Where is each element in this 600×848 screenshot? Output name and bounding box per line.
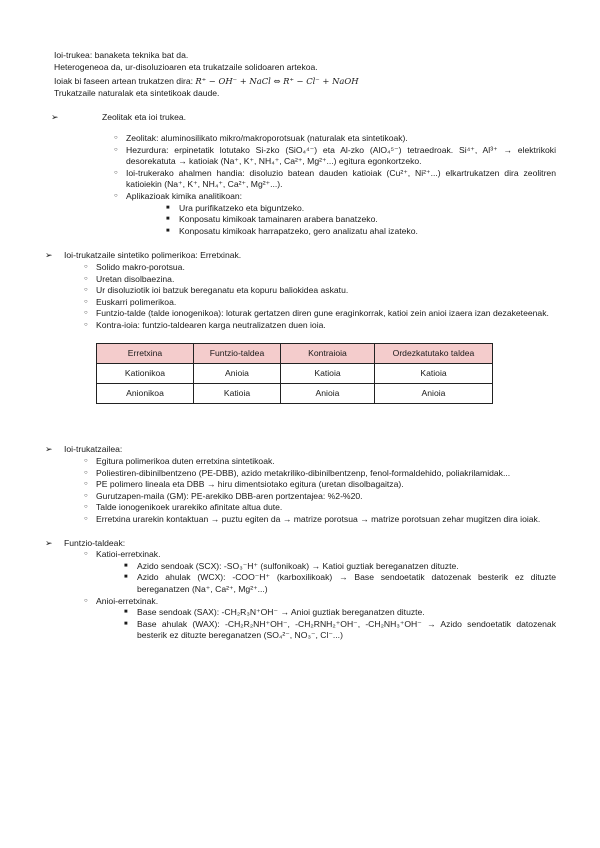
list-item: ○ Solido makro-porotsua. [84, 262, 556, 274]
sub-list-item: ■ Konposatu kimikoak harrapatzeko, gero analizatu ahal izateko. [166, 226, 556, 238]
zeolites-list [114, 133, 556, 237]
list-item: ○ Kontra-ioia: funtzio-taldearen karga neutralizatzen duen ioia. [84, 320, 556, 332]
intro-line-4: Trukatzaile naturalak eta sintetikoak daude. [54, 87, 220, 98]
resin-table [96, 343, 493, 404]
intro-line-3-text: Ioiak bi faseen artean trukatzen dira: [54, 76, 194, 87]
table-header-cell: Erretxina [97, 344, 194, 364]
table-cell: Anioia [194, 364, 281, 384]
table-row [97, 384, 493, 404]
intro-line-2: Heterogeneoa da, ur-disoluzioaren eta trukatzaile solidoaren artekoa. [54, 61, 318, 72]
intro-line-3 [54, 76, 556, 88]
list-item: ○ Talde ionogenikoek urarekiko afinitate altua dute. [84, 502, 556, 514]
applications-label: Aplikazioak kimika analitikoan: [126, 190, 243, 201]
document-page [45, 50, 556, 642]
list-item: ○ Ioi-trukerako ahalmen handia: disoluzio batean dauden katioiak (Cu²⁺, Ni²⁺...) elkartrukatzen dira zeolitren katioiekin (Na⁺, K⁺, NH₄⁺, Ca²⁺, Mg²⁺...). [114, 168, 556, 191]
zeolites-section [51, 112, 556, 237]
zeolites-title: Zeolitak eta ioi trukea. [102, 112, 187, 123]
anion-resins-label: Anioi-erretxinak. [96, 595, 159, 606]
list-item: ○ Poliestiren-dibinilbentzeno (PE-DBB), azido metakriliko-dibinilbentzenp, fenol-formaldehido, poliakrilamidak... [84, 468, 556, 480]
table-cell: Katioia [281, 364, 375, 384]
table-header-cell: Ordezkatutako taldea [375, 344, 493, 364]
cation-resins-list [124, 561, 556, 596]
arrow-bullet-icon: ➢ [45, 537, 53, 548]
functional-title: Funtzio-taldeak: [64, 537, 126, 548]
sub-list-item: ■ Base sendoak (SAX): -CH₂R₃N⁺OH⁻ → Anioi guztiak bereganatzen dituzte. [124, 607, 556, 619]
polymer-list [84, 262, 556, 332]
cation-resins-label: Katioi-erretxinak. [96, 549, 161, 560]
list-item: ○ Zeolitak: aluminosilikato mikro/makroporotsuak (naturalak eta sintetikoak). [114, 133, 556, 145]
table-row [97, 364, 493, 384]
table-header-row [97, 344, 493, 364]
table-cell: Anioia [281, 384, 375, 404]
exchanger-list [84, 456, 556, 526]
applications-list [166, 203, 556, 238]
list-item: ○ Uretan disolbaezina. [84, 274, 556, 286]
intro-section [54, 50, 556, 99]
arrow-bullet-icon: ➢ [45, 444, 53, 455]
sub-list-item: ■ Azido sendoak (SCX): -SO₃⁻H⁺ (sulfonikoak) → Katioi guztiak bereganatzen dituzte. [124, 561, 556, 573]
list-item: ○ Egitura polimerikoa duten erretxina sintetikoak. [84, 456, 556, 468]
polymer-title: Ioi-trukatzaile sintetiko polimerikoa: Erretxinak. [64, 250, 242, 261]
list-item [84, 596, 556, 642]
sub-list-item: ■ Konposatu kimikoak tamainaren arabera banatzeko. [166, 214, 556, 226]
list-item [114, 191, 556, 237]
list-item: ○ Hezurdura: erpinetatik lotutako Si-zko (SiO₄⁴⁻) eta Al-zko (AlO₄⁵⁻) tetraedroak. Si⁴⁺, Al³⁺ → elektrikoki desorekatuta → katioiak (Na⁺, K⁺, NH₄⁺, Ca²⁺, Mg²⁺...) egitura egonkortzeko. [114, 145, 556, 168]
intro-line-1: Ioi-trukea: banaketa teknika bat da. [54, 50, 189, 60]
arrow-bullet-icon: ➢ [45, 250, 53, 261]
exchanger-section [45, 444, 556, 525]
list-item: ○ Erretxina urarekin kontaktuan → puztu egiten da → matrize porotsua → matrize porotsuan zehar mugitzen dira ioiak. [84, 514, 556, 526]
table-cell: Kationikoa [97, 364, 194, 384]
table-cell: Anioia [375, 384, 493, 404]
list-item: ○ Ur disoluziotik ioi batzuk bereganatu eta kopuru baliokidea askatu. [84, 285, 556, 297]
list-item [84, 549, 556, 595]
table-cell: Anionikoa [97, 384, 194, 404]
table-header-cell: Funtzio-taldea [194, 344, 281, 364]
list-item: ○ Funtzio-talde (talde ionogenikoa): loturak gertatzen diren gune eraginkorrak, katioi zein anioi izaera izan dezaketeenak. [84, 308, 556, 320]
functional-list [84, 549, 556, 642]
list-item: ○ Gurutzapen-maila (GM): PE-arekiko DBB-aren portzentajea: %2-%20. [84, 491, 556, 503]
exchanger-title: Ioi-trukatzailea: [64, 444, 123, 455]
table-cell: Katioia [194, 384, 281, 404]
sub-list-item: ■ Base ahulak (WAX): -CH₂R₂NH⁺OH⁻, -CH₂RNH₂⁺OH⁻, -CH₂NH₃⁺OH⁻ → Azido sendoetatik datozenak besterik ez dituzte bereganatzen (SO₄²⁻, NO₃⁻, Cl⁻...) [124, 619, 556, 642]
list-item: ○ PE polimero lineala eta DBB → hiru dimentsiotako egitura (uretan disolbagaitza). [84, 479, 556, 491]
table-cell: Katioia [375, 364, 493, 384]
exchange-equation: R⁺ − OH⁻ + NaCl ⇔ R⁺ − Cl⁻ + NaOH [195, 76, 359, 87]
list-item: ○ Euskarri polimerikoa. [84, 297, 556, 309]
sub-list-item: ■ Azido ahulak (WCX): -COO⁻H⁺ (karboxilikoak) → Base sendoetatik datozenak besterik ez dituzte bereganatzen (Na⁺, Ca²⁺, Mg²⁺...) [124, 572, 556, 595]
table-header-cell: Kontraioia [281, 344, 375, 364]
polymer-section [45, 250, 556, 404]
anion-resins-list [124, 607, 556, 642]
sub-list-item: ■ Ura purifikatzeko eta biguntzeko. [166, 203, 556, 215]
functional-section [45, 537, 556, 642]
arrow-bullet-icon: ➢ [51, 112, 59, 123]
